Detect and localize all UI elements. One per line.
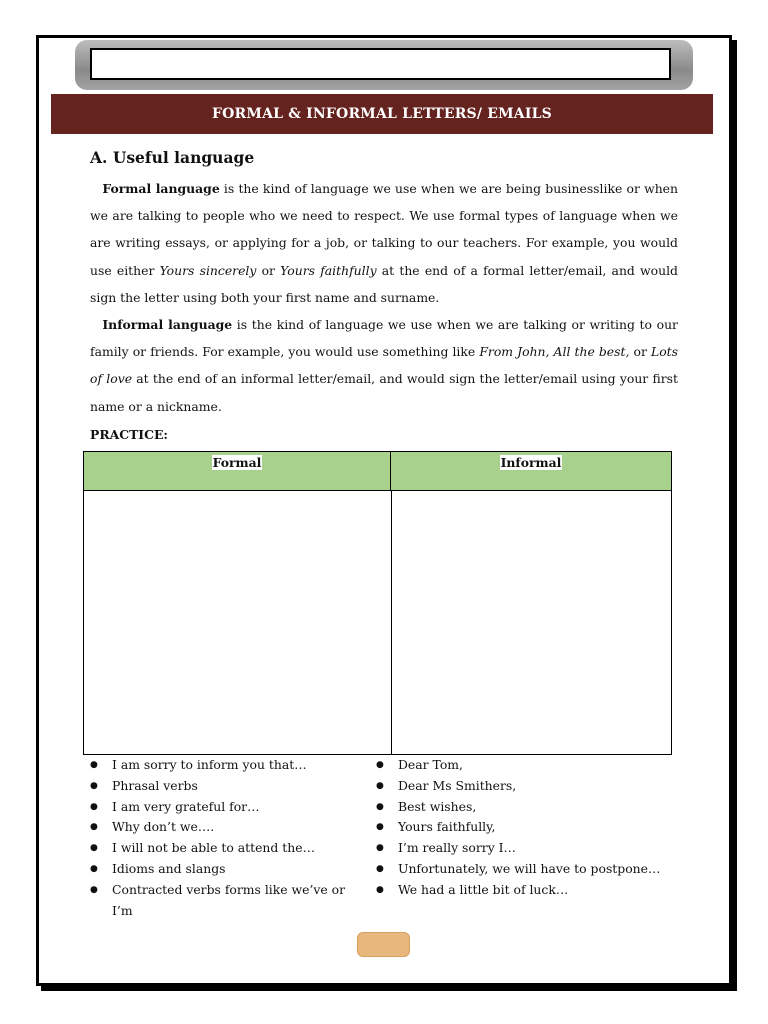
section-heading: A. Useful language — [90, 148, 255, 167]
list-item: ● Phrasal verbs — [90, 776, 366, 797]
list-item: ● Dear Ms Smithers, — [376, 776, 664, 797]
informal-paragraph — [90, 311, 678, 420]
formal-text-2: or — [256, 262, 281, 278]
list-item: ● Why don’t we…. — [90, 817, 366, 838]
list-item: ● Best wishes, — [376, 797, 664, 818]
formal-term: Formal language — [102, 181, 220, 196]
informal-text-2: or — [629, 344, 651, 360]
title-box — [90, 48, 671, 80]
informal-column-header — [391, 452, 671, 491]
list-item: ● Dear Tom, — [376, 755, 664, 776]
informal-example-1: From John, All the best, — [479, 344, 630, 360]
informal-term: Informal language — [102, 317, 233, 332]
column-divider — [391, 491, 392, 754]
page-title: FORMAL & INFORMAL LETTERS/ EMAILS — [212, 106, 552, 122]
informal-column-label: Informal — [500, 455, 562, 470]
header-band — [51, 94, 713, 134]
list-item: ● I am very grateful for… — [90, 797, 366, 818]
left-bullet-list — [90, 755, 366, 921]
formal-paragraph — [90, 175, 678, 311]
list-item: ● We had a little bit of luck… — [376, 880, 664, 901]
list-item: ● I am sorry to inform you that… — [90, 755, 366, 776]
page-number-tab — [357, 932, 410, 957]
formal-example-1: Yours sincerely — [159, 262, 257, 278]
formal-example-2: Yours faithfully — [280, 262, 377, 278]
formal-column-header — [84, 452, 391, 491]
list-item: ● Contracted verbs forms like we’ve or I’m — [90, 880, 366, 922]
formal-text-3: at the end of a formal letter/email, and would sign the letter using both your first name and surname. — [90, 262, 678, 305]
right-bullet-list — [376, 755, 664, 901]
formal-column-label: Formal — [212, 455, 262, 470]
informal-text-3: at the end of an informal letter/email, and would sign the letter/email using your first name or a nickname. — [90, 371, 678, 414]
informal-text-1: is the kind of language we use when we are talking or writing to our family or friends. For example, you would use something like — [90, 317, 678, 360]
practice-label: PRACTICE: — [90, 427, 168, 442]
list-item: ● I’m really sorry I… — [376, 838, 664, 859]
list-item: ● Idioms and slangs — [90, 859, 366, 880]
list-item: ● Yours faithfully, — [376, 817, 664, 838]
list-item: ● I will not be able to attend the… — [90, 838, 366, 859]
formal-text-1: is the kind of language we use when we are being businesslike or when we are talking to people who we need to respect. We use formal types of language when we are writing essays, or applying for a job, or talking to our teachers. For example, you would use either — [90, 181, 678, 278]
list-item: ● Unfortunately, we will have to postpone… — [376, 859, 664, 880]
practice-table — [83, 451, 672, 755]
informal-example-2: Lots of love — [90, 344, 678, 387]
